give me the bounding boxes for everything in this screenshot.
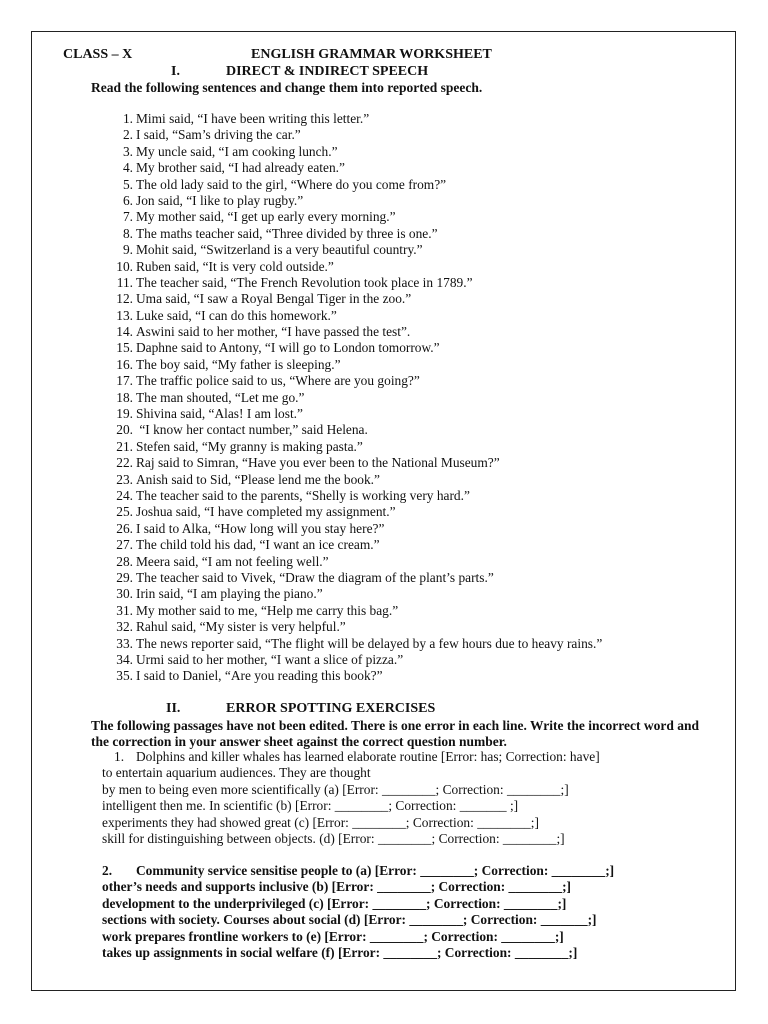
speech-item — [103, 193, 602, 209]
speech-item-number: 24. — [116, 487, 133, 503]
speech-item-number: 12. — [116, 291, 133, 307]
speech-item — [103, 242, 602, 258]
speech-item-text: The maths teacher said, “Three divided by three is one.” — [136, 225, 438, 241]
speech-item-text: The traffic police said to us, “Where are you going?” — [136, 373, 420, 389]
speech-item-text: I said to Daniel, “Are you reading this book?” — [136, 668, 383, 684]
speech-item — [103, 308, 602, 324]
speech-item — [103, 570, 602, 586]
speech-item-number: 18. — [116, 389, 133, 405]
speech-item — [103, 160, 602, 176]
speech-item — [103, 652, 602, 668]
speech-item — [103, 127, 602, 143]
section2-instruction-line1: The following passages have not been edited. There is one error in each line. Write the incorrect word and — [91, 718, 699, 733]
speech-item-number: 3. — [122, 143, 133, 159]
section1-title: DIRECT & INDIRECT SPEECH — [226, 64, 429, 79]
speech-item — [103, 504, 602, 520]
passage-1-line: skill for distinguishing between objects. (d) [Error: ________; Correction: ________;] — [102, 830, 565, 846]
speech-item-number: 15. — [116, 340, 133, 356]
speech-item-number: 2. — [122, 127, 133, 143]
speech-item-number: 11. — [116, 274, 133, 290]
speech-item-number: 22. — [116, 455, 133, 471]
speech-item-number: 30. — [116, 586, 133, 602]
speech-item-text: Luke said, “I can do this homework.” — [136, 307, 337, 323]
speech-item-text: Anish said to Sid, “Please lend me the book.” — [136, 471, 380, 487]
speech-item — [103, 488, 602, 504]
speech-item-number: 34. — [116, 651, 133, 667]
passage-2-line: other’s needs and supports inclusive (b) [Error: ________; Correction: ________;] — [102, 879, 572, 895]
speech-item — [103, 340, 602, 356]
speech-item-number: 19. — [116, 406, 133, 422]
passage-1-first-text: Dolphins and killer whales has learned elaborate routine [Error: has; Correction: have] — [136, 749, 600, 764]
speech-item — [103, 554, 602, 570]
speech-item-number: 7. — [122, 209, 133, 225]
passage-1-number: 1. — [114, 749, 125, 764]
speech-item-text: Stefen said, “My granny is making pasta.” — [136, 438, 363, 454]
speech-item — [103, 422, 602, 438]
speech-item-number: 23. — [116, 471, 133, 487]
speech-item-text: The boy said, “My father is sleeping.” — [136, 356, 341, 372]
speech-list — [103, 111, 602, 685]
passage-2 — [102, 863, 614, 961]
speech-item — [103, 324, 602, 340]
speech-item-text: I said, “Sam’s driving the car.” — [136, 127, 301, 143]
speech-item-number: 21. — [116, 438, 133, 454]
speech-item — [103, 226, 602, 242]
speech-item-number: 25. — [116, 504, 133, 520]
class-label: CLASS – X — [63, 47, 133, 62]
passage-1-line: experiments they had showed great (c) [Error: ________; Correction: ________;] — [102, 814, 539, 830]
speech-item — [103, 406, 602, 422]
worksheet-title: ENGLISH GRAMMAR WORKSHEET — [251, 47, 492, 62]
speech-item-text: Urmi said to her mother, “I want a slice of pizza.” — [136, 651, 404, 667]
section2-title: ERROR SPOTTING EXERCISES — [226, 701, 436, 716]
speech-item-text: Shivina said, “Alas! I am lost.” — [136, 406, 303, 422]
section1-instruction: Read the following sentences and change them into reported speech. — [91, 80, 483, 95]
passage-2-line: work prepares frontline workers to (e) [Error: ________; Correction: ________;] — [102, 928, 564, 944]
speech-item-text: My uncle said, “I am cooking lunch.” — [136, 143, 338, 159]
speech-item-text: The old lady said to the girl, “Where do you come from?” — [136, 176, 447, 192]
speech-item-number: 8. — [122, 225, 133, 241]
speech-item-number: 10. — [116, 258, 133, 274]
speech-item — [103, 586, 602, 602]
passage-1-line: by men to being even more scientifically (a) [Error: ________; Correction: ________;] — [102, 781, 569, 797]
speech-item — [103, 373, 602, 389]
speech-item-text: Daphne said to Antony, “I will go to London tomorrow.” — [136, 340, 440, 356]
speech-item-text: Uma said, “I saw a Royal Bengal Tiger in the zoo.” — [136, 291, 412, 307]
speech-item — [103, 668, 602, 684]
section1-number: I. — [171, 64, 180, 79]
passage-2-first-line — [102, 863, 614, 879]
speech-item-number: 26. — [116, 520, 133, 536]
speech-item-text: I said to Alka, “How long will you stay here?” — [136, 520, 385, 536]
speech-item-number: 29. — [116, 569, 133, 585]
speech-item-number: 32. — [116, 619, 133, 635]
speech-item-text: Mimi said, “I have been writing this letter.” — [136, 111, 370, 126]
speech-item-text: The child told his dad, “I want an ice cream.” — [136, 537, 380, 553]
speech-item-number: 20. — [116, 422, 133, 438]
section2-instruction-line2: the correction in your answer sheet against the correct question number. — [91, 734, 507, 749]
speech-item-number: 13. — [116, 307, 133, 323]
speech-item — [103, 390, 602, 406]
speech-item-text: Jon said, “I like to play rugby.” — [136, 192, 304, 208]
speech-item-text: The man shouted, “Let me go.” — [136, 389, 305, 405]
speech-item-number: 1. — [122, 111, 133, 126]
speech-item — [103, 144, 602, 160]
speech-item-number: 14. — [116, 324, 133, 340]
speech-item-number: 35. — [116, 668, 133, 684]
speech-item — [103, 603, 602, 619]
speech-item — [103, 209, 602, 225]
speech-item-text: The teacher said to Vivek, “Draw the diagram of the plant’s parts.” — [136, 569, 494, 585]
passage-1-line: intelligent then me. In scientific (b) [Error: ________; Correction: _______ ;] — [102, 798, 519, 814]
speech-item-text: Ruben said, “It is very cold outside.” — [136, 258, 334, 274]
speech-item-text: Raj said to Simran, “Have you ever been to the National Museum?” — [136, 455, 500, 471]
speech-item-text: The teacher said, “The French Revolution took place in 1789.” — [136, 274, 473, 290]
passage-2-first-text: Community service sensitise people to (a) [Error: ________; Correction: ________;] — [136, 863, 615, 878]
speech-item-text: The news reporter said, “The flight will be delayed by a few hours due to heavy rains.” — [136, 635, 603, 651]
passage-2-line: development to the underprivileged (c) [Error: ________; Correction: ________;] — [102, 895, 567, 911]
speech-item-text: Meera said, “I am not feeling well.” — [136, 553, 329, 569]
speech-item-number: 31. — [116, 602, 133, 618]
passage-2-line: sections with society. Courses about social (d) [Error: ________; Correction: _______;] — [102, 912, 597, 928]
speech-item — [103, 259, 602, 275]
speech-item — [103, 472, 602, 488]
speech-item — [103, 521, 602, 537]
speech-item-text: Joshua said, “I have completed my assignment.” — [136, 504, 396, 520]
passage-1 — [102, 749, 600, 847]
speech-item-number: 16. — [116, 356, 133, 372]
speech-item — [103, 619, 602, 635]
speech-item — [103, 455, 602, 471]
speech-item-text: My mother said to me, “Help me carry this bag.” — [136, 602, 399, 618]
speech-item — [103, 439, 602, 455]
speech-item-text: Rahul said, “My sister is very helpful.” — [136, 619, 346, 635]
speech-item-text: “I know her contact number,” said Helena. — [136, 422, 368, 438]
passage-1-line: to entertain aquarium audiences. They are thought — [102, 765, 371, 781]
speech-item-text: The teacher said to the parents, “Shelly is working very hard.” — [136, 487, 470, 503]
speech-item-number: 6. — [122, 192, 133, 208]
speech-item-number: 9. — [122, 242, 133, 258]
speech-item-number: 28. — [116, 553, 133, 569]
speech-item-text: Mohit said, “Switzerland is a very beautiful country.” — [136, 242, 423, 258]
speech-item — [103, 537, 602, 553]
speech-item-number: 33. — [116, 635, 133, 651]
section2-number: II. — [166, 701, 181, 716]
speech-item — [103, 357, 602, 373]
speech-item — [103, 291, 602, 307]
speech-item — [103, 636, 602, 652]
speech-item — [103, 111, 602, 127]
speech-item-number: 27. — [116, 537, 133, 553]
speech-item-number: 17. — [116, 373, 133, 389]
passage-1-first-line — [102, 749, 600, 765]
passage-2-line: takes up assignments in social welfare (f) [Error: ________; Correction: ________;] — [102, 944, 578, 960]
speech-item-number: 4. — [122, 160, 133, 176]
speech-item-text: Irin said, “I am playing the piano.” — [136, 586, 323, 602]
speech-item-text: My brother said, “I had already eaten.” — [136, 160, 345, 176]
speech-item-text: My mother said, “I get up early every morning.” — [136, 209, 396, 225]
speech-item — [103, 177, 602, 193]
speech-item-number: 5. — [122, 176, 133, 192]
speech-item-text: Aswini said to her mother, “I have passed the test”. — [136, 324, 411, 340]
speech-item — [103, 275, 602, 291]
passage-2-number: 2. — [102, 863, 113, 878]
